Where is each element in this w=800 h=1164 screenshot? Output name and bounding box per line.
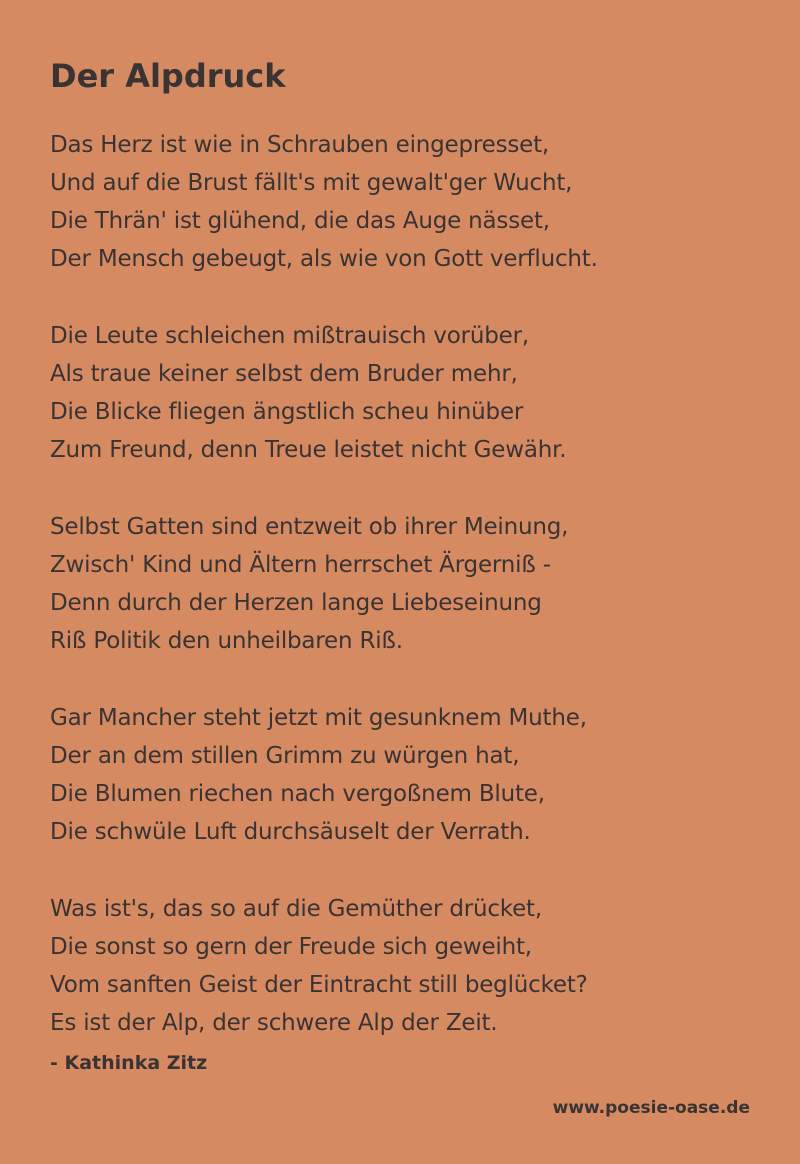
- poem-line: Die sonst so gern der Freude sich geweiht,: [50, 934, 532, 960]
- poem-line: Der Mensch gebeugt, als wie von Gott verflucht.: [50, 246, 598, 272]
- poem-line: Denn durch der Herzen lange Liebeseinung: [50, 590, 542, 616]
- poem-line: Die Leute schleichen mißtrauisch vorüber,: [50, 323, 529, 349]
- poem-line: Selbst Gatten sind entzweit ob ihrer Meinung,: [50, 514, 569, 540]
- stanza: [50, 890, 598, 1042]
- stanza: [50, 508, 598, 660]
- poem-line: Die schwüle Luft durchsäuselt der Verrath.: [50, 819, 531, 845]
- poem-body: [50, 126, 598, 1081]
- poem-line: Was ist's, das so auf die Gemüther drücket,: [50, 896, 542, 922]
- poem-title: Der Alpdruck: [50, 57, 286, 95]
- poem-line: Der an dem stillen Grimm zu würgen hat,: [50, 743, 520, 769]
- poem-line: Die Thrän' ist glühend, die das Auge nässet,: [50, 208, 550, 234]
- poem-author: - Kathinka Zitz: [50, 1052, 208, 1074]
- poem-line: Zwisch' Kind und Ältern herrschet Ärgerniß -: [50, 552, 551, 578]
- poem-line: Die Blicke fliegen ängstlich scheu hinüber: [50, 399, 524, 425]
- poem-line: Die Blumen riechen nach vergoßnem Blute,: [50, 781, 545, 807]
- stanza: [50, 126, 598, 278]
- stanza: [50, 317, 598, 469]
- poem-line: Das Herz ist wie in Schrauben eingepresset,: [50, 132, 550, 158]
- poem-line: Gar Mancher steht jetzt mit gesunknem Muthe,: [50, 705, 587, 731]
- poem-line: Zum Freund, denn Treue leistet nicht Gewähr.: [50, 437, 567, 463]
- stanza: [50, 699, 598, 851]
- poem-line: Es ist der Alp, der schwere Alp der Zeit.: [50, 1010, 498, 1036]
- website-credit: www.poesie-oase.de: [552, 1098, 750, 1118]
- poem-line: Riß Politik den unheilbaren Riß.: [50, 628, 403, 654]
- poem-line: Als traue keiner selbst dem Bruder mehr,: [50, 361, 518, 387]
- poem-line: Und auf die Brust fällt's mit gewalt'ger Wucht,: [50, 170, 573, 196]
- poem-line: Vom sanften Geist der Eintracht still beglücket?: [50, 972, 588, 998]
